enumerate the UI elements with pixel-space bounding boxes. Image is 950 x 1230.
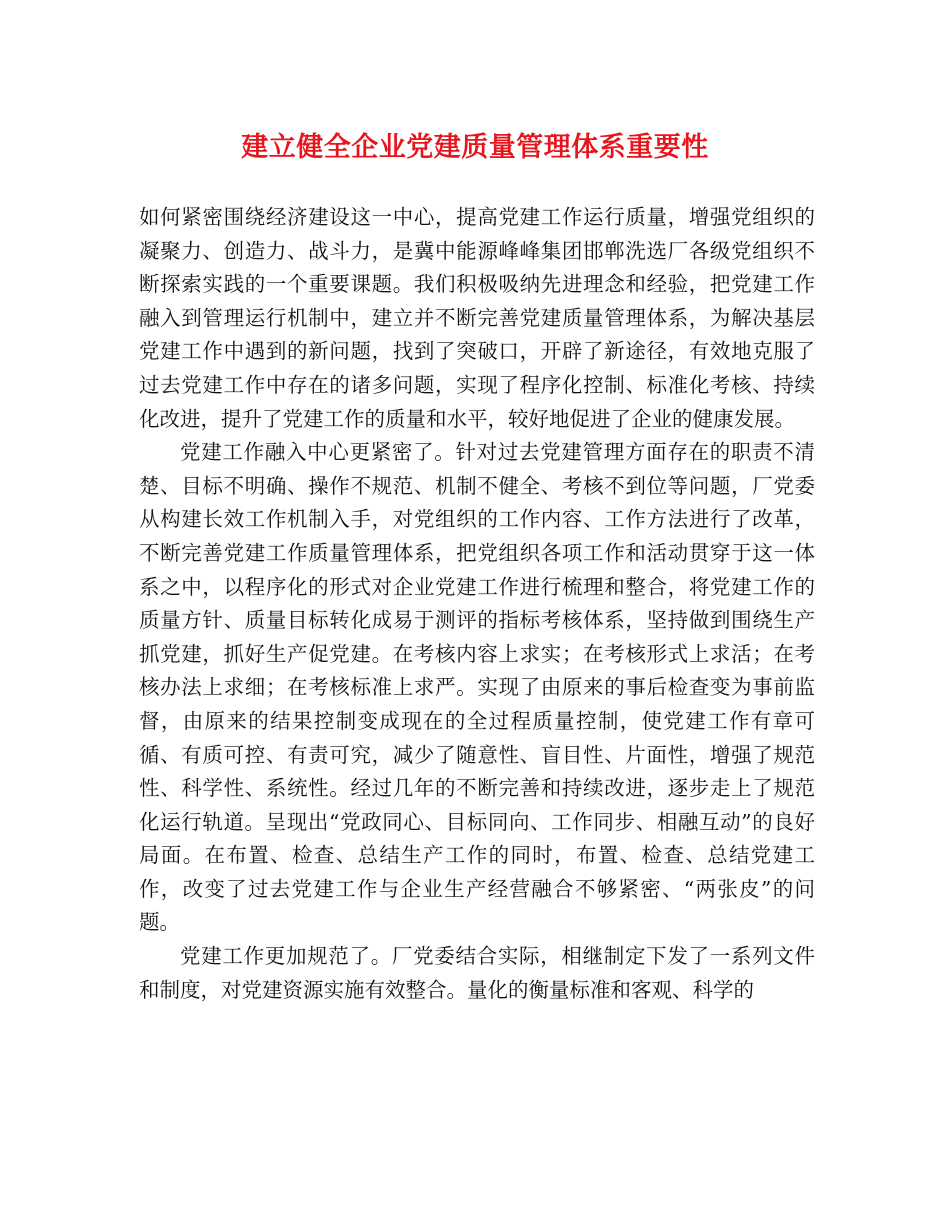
paragraph-standardization: 党建工作更加规范了。厂党委结合实际，相继制定下发了一系列文件和制度，对党建资源实施有效整合。量化的衡量标准和客观、科学的: [139, 944, 815, 1002]
document-body: [139, 201, 815, 1007]
paragraph-intro: 如何紧密围绕经济建设这一中心，提高党建工作运行质量，增强党组织的凝聚力、创造力、战斗力，是冀中能源峰峰集团邯郸洗选厂各级党组织不断探索实践的一个重要课题。我们积极吸纳先进理念和经验，把党建工作融入到管理运行机制中，建立并不断完善党建质量管理体系，为解决基层党建工作中遇到的新问题，找到了突破口，开辟了新途径，有效地克服了过去党建工作中存在的诸多问题，实现了程序化控制、标准化考核、持续化改进，提升了党建工作的质量和水平，较好地促进了企业的健康发展。: [139, 205, 815, 431]
document-title: 建立健全企业党建质量管理体系重要性: [241, 132, 709, 163]
paragraph-integration: 党建工作融入中心更紧密了。针对过去党建管理方面存在的职责不清楚、目标不明确、操作不规范、机制不健全、考核不到位等问题，厂党委从构建长效工作机制入手，对党组织的工作内容、工作方法进行了改革，不断完善党建工作质量管理体系，把党组织各项工作和活动贯穿于这一体系之中，以程序化的形式对企业党建工作进行梳理和整合，将党建工作的质量方针、质量目标转化成易于测评的指标考核体系，坚持做到围绕生产抓党建，抓好生产促党建。在考核内容上求实；在考核形式上求活；在考核办法上求细；在考核标准上求严。实现了由原来的事后检查变为事前监督，由原来的结果控制变成现在的全过程质量控制，使党建工作有章可循、有质可控、有责可究，减少了随意性、盲目性、片面性，增强了规范性、科学性、系统性。经过几年的不断完善和持续改进，逐步走上了规范化运行轨道。呈现出“党政同心、目标同向、工作同步、相融互动”的良好局面。在布置、检查、总结生产工作的同时，布置、检查、总结党建工作，改变了过去党建工作与企业生产经营融合不够紧密、“两张皮”的问题。: [139, 440, 815, 935]
